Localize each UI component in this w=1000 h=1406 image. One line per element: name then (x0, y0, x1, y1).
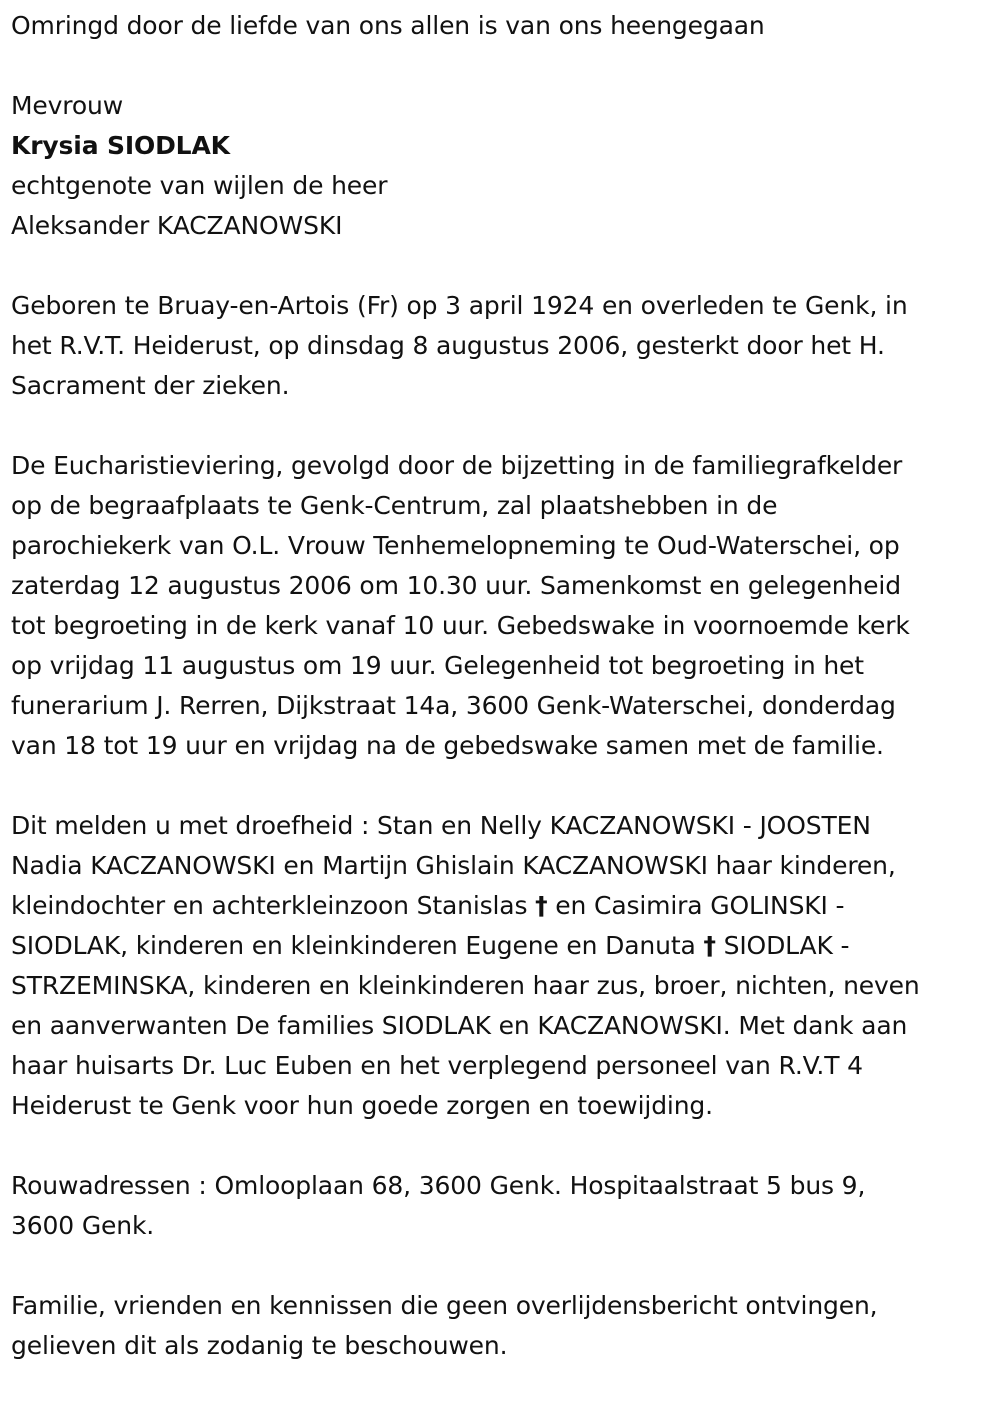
paragraph-line: parochiekerk van O.L. Vrouw Tenhemelopneming te Oud-Waterschei, op (11, 531, 900, 560)
paragraph-line: Familie, vrienden en kennissen die geen overlijdensbericht ontvingen, (11, 1291, 878, 1320)
ceremony-paragraph (11, 446, 988, 766)
paragraph-line: Heiderust te Genk voor hun goede zorgen en toewijding. (11, 1091, 713, 1120)
paragraph-line: gelieven dit als zodanig te beschouwen. (11, 1331, 508, 1360)
paragraph-line: Rouwadressen : Omlooplaan 68, 3600 Genk. Hospitaalstraat 5 bus 9, (11, 1171, 866, 1200)
text-segment: kleindochter en achterkleinzoon Stanislas (11, 891, 536, 920)
deceased-name: Krysia SIODLAK (11, 131, 230, 160)
mourners-paragraph (11, 806, 988, 1126)
honorific: Mevrouw (11, 91, 124, 120)
paragraph-line: het R.V.T. Heiderust, op dinsdag 8 augustus 2006, gesterkt door het H. (11, 331, 885, 360)
paragraph-line: van 18 tot 19 uur en vrijdag na de gebedswake samen met de familie. (11, 731, 884, 760)
paragraph-line: funerarium J. Rerren, Dijkstraat 14a, 3600 Genk-Waterschei, donderdag (11, 691, 896, 720)
paragraph-line (11, 926, 988, 966)
paragraph-line (11, 886, 988, 926)
spouse-prefix: echtgenote van wijlen de heer (11, 171, 388, 200)
cross-icon: † (703, 931, 716, 960)
spacer (11, 766, 988, 806)
spacer (11, 1126, 988, 1166)
paragraph-line: op vrijdag 11 augustus om 19 uur. Gelegenheid tot begroeting in het (11, 651, 864, 680)
spacer (11, 1246, 988, 1286)
text-segment: SIODLAK, kinderen en kleinkinderen Eugene en Danuta (11, 931, 704, 960)
paragraph-line: Sacrament der zieken. (11, 371, 290, 400)
intro-line: Omringd door de liefde van ons allen is van ons heengegaan (11, 11, 765, 40)
paragraph-line: De Eucharistieviering, gevolgd door de bijzetting in de familiegrafkelder (11, 451, 903, 480)
paragraph-line: 3600 Genk. (11, 1211, 155, 1240)
paragraph-line: tot begroeting in de kerk vanaf 10 uur. Gebedswake in voornoemde kerk (11, 611, 910, 640)
text-segment: SIODLAK - (715, 931, 850, 960)
paragraph-line: op de begraafplaats te Genk-Centrum, zal plaatshebben in de (11, 491, 778, 520)
paragraph-line: Nadia KACZANOWSKI en Martijn Ghislain KACZANOWSKI haar kinderen, (11, 851, 896, 880)
cross-icon: † (535, 891, 548, 920)
spacer (11, 246, 988, 286)
closing-paragraph (11, 1286, 988, 1366)
paragraph-line: zaterdag 12 augustus 2006 om 10.30 uur. Samenkomst en gelegenheid (11, 571, 901, 600)
spouse-name: Aleksander KACZANOWSKI (11, 211, 343, 240)
paragraph-line: STRZEMINSKA, kinderen en kleinkinderen haar zus, broer, nichten, neven (11, 971, 920, 1000)
spacer (11, 406, 988, 446)
paragraph-line: haar huisarts Dr. Luc Euben en het verplegend personeel van R.V.T 4 (11, 1051, 863, 1080)
spacer (11, 46, 988, 86)
text-segment: en Casimira GOLINSKI - (547, 891, 845, 920)
addresses-paragraph (11, 1166, 988, 1246)
birth-death-paragraph (11, 286, 988, 406)
paragraph-line: Geboren te Bruay-en-Artois (Fr) op 3 april 1924 en overleden te Genk, in (11, 291, 908, 320)
paragraph-line: Dit melden u met droefheid : Stan en Nelly KACZANOWSKI - JOOSTEN (11, 811, 871, 840)
paragraph-line: en aanverwanten De families SIODLAK en KACZANOWSKI. Met dank aan (11, 1011, 908, 1040)
